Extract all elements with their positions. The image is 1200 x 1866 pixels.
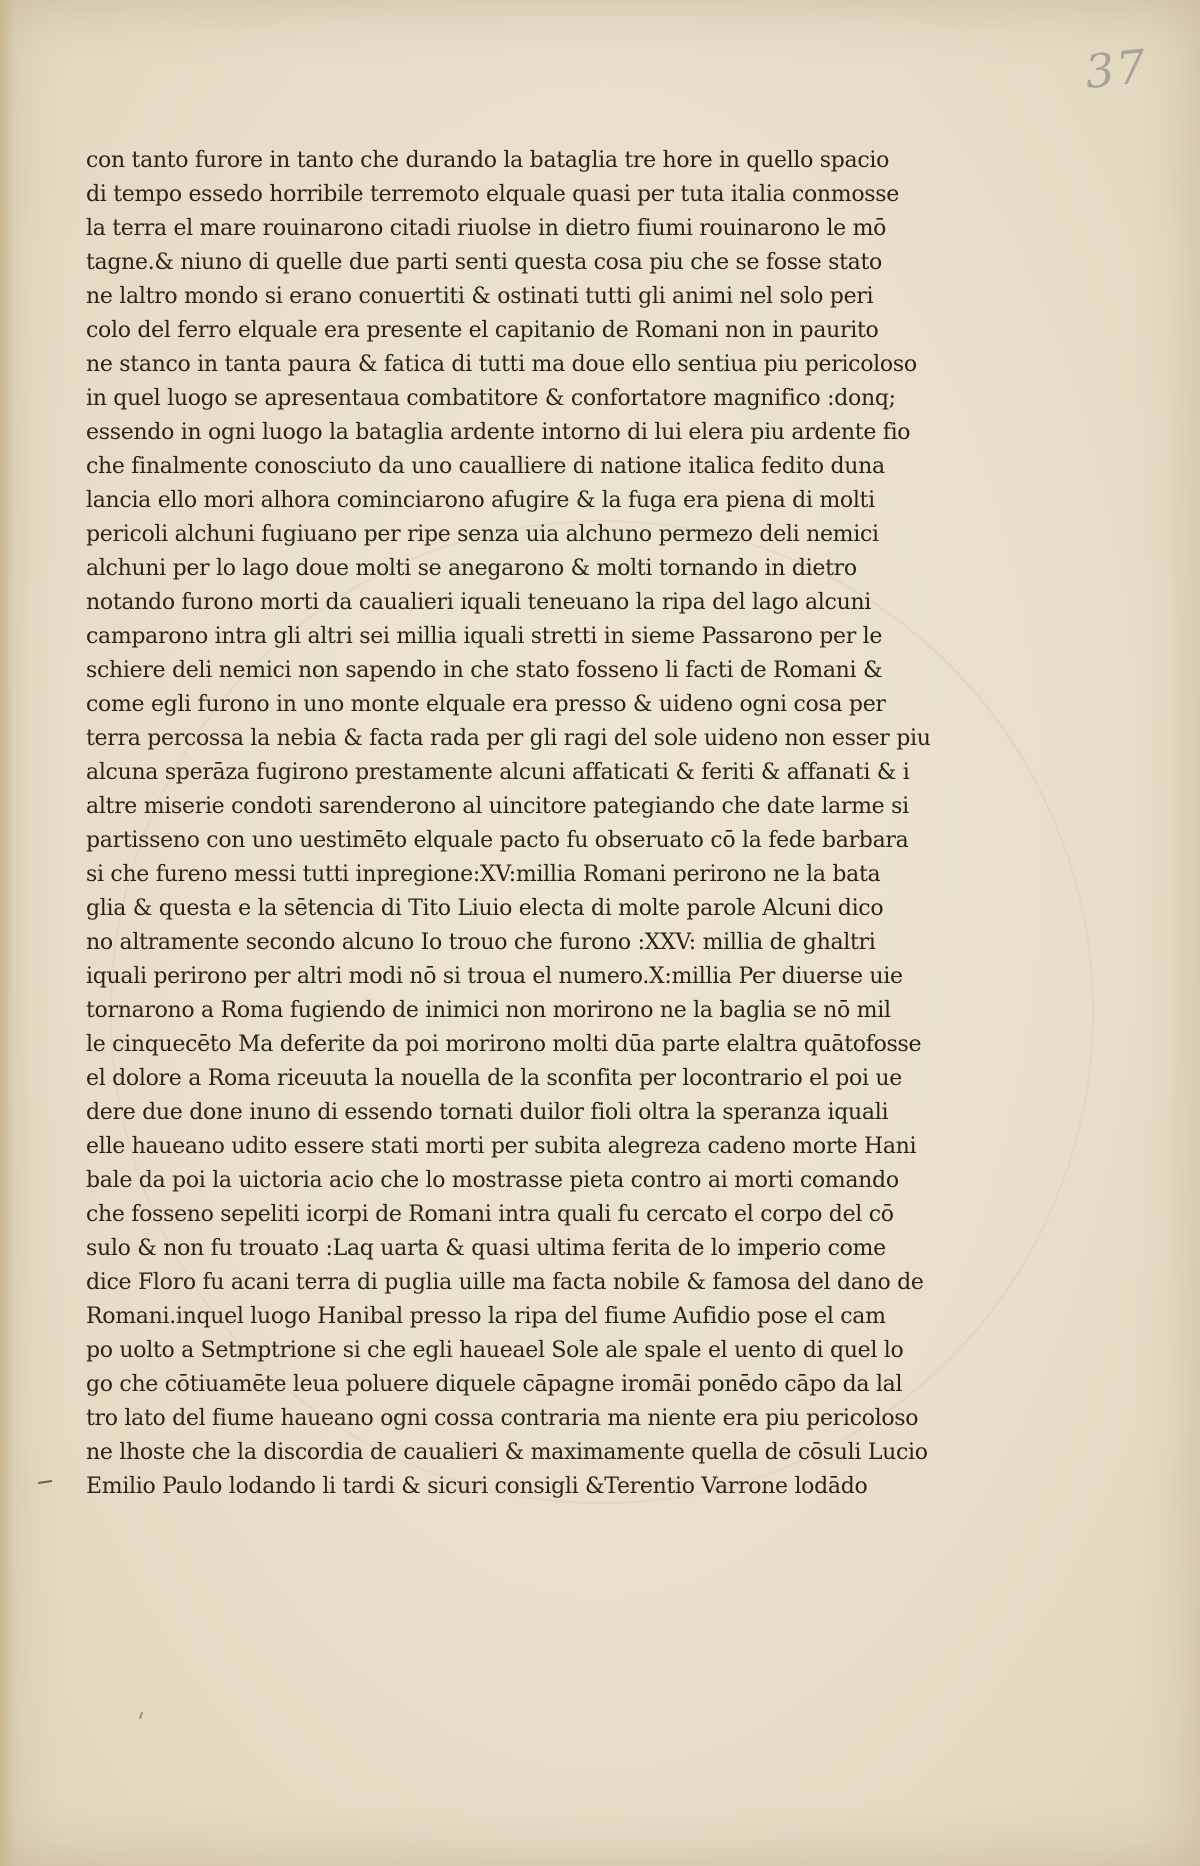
text-line: ne stanco in tanta paura & fatica di tutti ma doue ello sentiua piu pericoloso [86, 352, 917, 377]
text-line: terra percossa la nebia & facta rada per gli ragi del sole uideno non esser piu [86, 726, 931, 751]
text-line: dice Floro fu acani terra di puglia uille ma facta nobile & famosa del dano de [86, 1270, 924, 1295]
text-line: elle haueano udito essere stati morti per subita alegreza cadeno morte Hani [86, 1134, 917, 1159]
page-edge-shadow [0, 0, 14, 1866]
text-line: alcuna sperāza fugirono prestamente alcuni affaticati & feriti & affanati & i [86, 760, 910, 785]
text-line: lancia ello mori alhora cominciarono afugire & la fuga era piena di molti [86, 488, 875, 513]
text-line: che fosseno sepeliti icorpi de Romani intra quali fu cercato el corpo del cō [86, 1202, 894, 1227]
text-line: tagne.& niuno di quelle due parti senti questa cosa piu che se fosse stato [86, 250, 882, 275]
text-line: essendo in ogni luogo la bataglia ardente intorno di lui elera piu ardente fio [86, 420, 911, 445]
text-line: Emilio Paulo lodando li tardi & sicuri consigli &Terentio Varrone lodādo [86, 1474, 868, 1499]
text-line: pericoli alchuni fugiuano per ripe senza uia alchuno permezo deli nemici [86, 522, 879, 547]
text-line: alchuni per lo lago doue molti se anegarono & molti tornando in dietro [86, 556, 857, 581]
text-line: iquali perirono per altri modi nō si troua el numero.X:millia Per diuerse uie [86, 964, 903, 989]
text-line: go che cōtiuamēte leua poluere diquele cāpagne iromāi ponēdo cāpo da lal [86, 1372, 903, 1397]
text-line: no altramente secondo alcuno Io trouo che furono :XXV: millia de ghaltri [86, 930, 876, 955]
text-line: camparono intra gli altri sei millia iquali stretti in sieme Passarono per le [86, 624, 883, 649]
text-line: sulo & non fu trouato :Laq uarta & quasi ultima ferita de lo imperio come [86, 1236, 886, 1261]
text-line: partisseno con uno uestimēto elquale pacto fu obseruato cō la fede barbara [86, 828, 909, 853]
text-line: altre miserie condoti sarenderono al uincitore pategiando che date larme si [86, 794, 909, 819]
text-line: ne lhoste che la discordia de caualieri & maximamente quella de cōsuli Lucio [86, 1440, 928, 1465]
paper-speck [139, 1712, 143, 1719]
text-line: Romani.inquel luogo Hanibal presso la ripa del fiume Aufidio pose el cam [86, 1304, 886, 1329]
text-line: che finalmente conosciuto da uno caualliere di natione italica fedito duna [86, 454, 885, 479]
text-block [86, 144, 954, 1504]
text-line: glia & questa e la sētencia di Tito Liuio electa di molte parole Alcuni dico [86, 896, 884, 921]
text-line: el dolore a Roma riceuuta la nouella de la sconfita per locontrario el poi ue [86, 1066, 902, 1091]
text-line: dere due done inuno di essendo tornati duilor fioli oltra la speranza iquali [86, 1100, 889, 1125]
text-line: le cinquecēto Ma deferite da poi morirono molti dūa parte elaltra quātofosse [86, 1032, 922, 1057]
text-line: ne laltro mondo si erano conuertiti & ostinati tutti gli animi nel solo peri [86, 284, 874, 309]
text-line: di tempo essedo horribile terremoto elquale quasi per tuta italia conmosse [86, 182, 899, 207]
text-line: notando furono morti da caualieri iquali teneuano la ripa del lago alcuni [86, 590, 872, 615]
text-line: la terra el mare rouinarono citadi riuolse in dietro fiumi rouinarono le mō [86, 216, 887, 241]
text-line: come egli furono in uno monte elquale era presso & uideno ogni cosa per [86, 692, 886, 717]
text-line: con tanto furore in tanto che durando la bataglia tre hore in quello spacio [86, 148, 890, 173]
text-line: bale da poi la uictoria acio che lo mostrasse pieta contro ai morti comando [86, 1168, 899, 1193]
folio-number: 37 [1082, 38, 1151, 100]
margin-mark [38, 1480, 52, 1484]
text-line: colo del ferro elquale era presente el capitanio de Romani non in paurito [86, 318, 879, 343]
text-line: tornarono a Roma fugiendo de inimici non morirono ne la baglia se nō mil [86, 998, 891, 1023]
text-line: si che fureno messi tutti inpregione:XV:millia Romani perirono ne la bata [86, 862, 881, 887]
text-line: in quel luogo se apresentaua combatitore & confortatore magnifico :donq; [86, 386, 896, 411]
text-line: po uolto a Setmptrione si che egli haueael Sole ale spale el uento di quel lo [86, 1338, 904, 1363]
text-line: tro lato del fiume haueano ogni cossa contraria ma niente era piu pericoloso [86, 1406, 919, 1431]
text-line: schiere deli nemici non sapendo in che stato fosseno li facti de Romani & [86, 658, 883, 683]
